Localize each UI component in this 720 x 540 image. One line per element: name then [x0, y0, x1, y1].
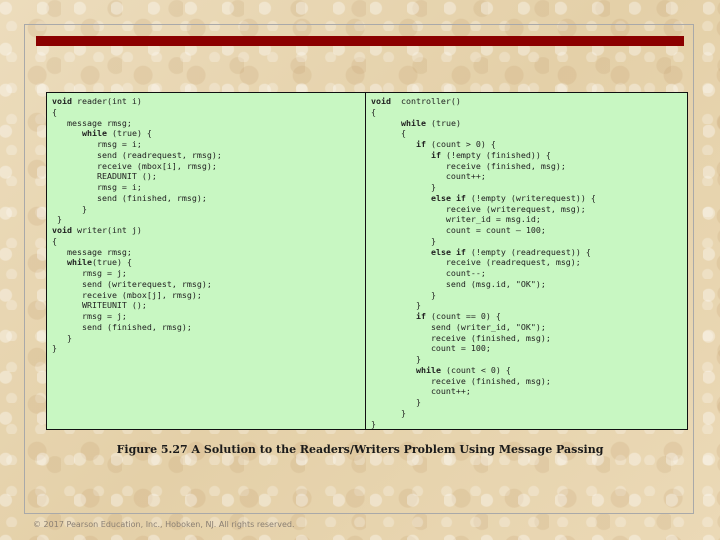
controller-code-line: }: [371, 300, 421, 311]
controller-code-line: if (!empty (finished)) {: [430, 149, 551, 160]
reader-writer-code-line: {: [52, 106, 57, 117]
controller-code: [366, 93, 686, 429]
reader-writer-code-line: }: [52, 343, 57, 354]
controller-code-line: count = 100;: [371, 343, 491, 354]
controller-code-line: }: [371, 407, 406, 418]
controller-code-line: }: [371, 397, 421, 407]
reader-writer-panel: [47, 93, 366, 429]
copyright-notice: © 2017 Pearson Education, Inc., Hoboken, NJ. All rights reserved.: [33, 520, 295, 529]
controller-code-line: send (msg.id, "OK");: [371, 278, 546, 289]
reader-writer-code: [47, 93, 365, 354]
controller-code-line: }: [371, 418, 376, 429]
reader-writer-code-line: message rmsg;: [52, 117, 132, 128]
reader-writer-code-line: READUNIT ();: [52, 171, 157, 182]
reader-writer-code-line: }: [52, 214, 62, 225]
code-figure: [46, 92, 688, 430]
reader-writer-code-line: receive (mbox[i], rmsg);: [52, 160, 217, 171]
reader-writer-code-line: rmsg = i;: [52, 139, 142, 149]
controller-code-line: }: [371, 235, 436, 246]
controller-code-line: receive (writerequest, msg);: [371, 203, 586, 214]
title-accent-bar: [36, 36, 684, 46]
reader-writer-code-line: message rmsg;: [52, 246, 132, 257]
figure-caption: Figure 5.27 A Solution to the Readers/Writers Problem Using Message Passing: [116, 443, 604, 456]
reader-writer-code-line: rmsg = j;: [52, 311, 127, 321]
controller-code-line: send (writer_id, "OK");: [371, 321, 546, 332]
reader-writer-code-line: }: [52, 332, 72, 343]
reader-writer-code-line: void writer(int j): [52, 225, 142, 235]
controller-code-line: receive (finished, msg);: [371, 160, 566, 171]
controller-code-line: {: [371, 106, 376, 117]
controller-code-line: else if (!empty (writerequest)) {: [430, 192, 596, 203]
reader-writer-code-line: receive (mbox[j], rmsg);: [52, 289, 202, 300]
reader-writer-code-line: send (writerequest, rmsg);: [52, 278, 212, 289]
controller-code-line: count++;: [371, 386, 471, 397]
reader-writer-code-line: send (readrequest, rmsg);: [52, 149, 222, 160]
controller-code-line: }: [371, 354, 421, 364]
controller-code-line: if (count == 0) {: [415, 311, 501, 321]
controller-code-line: if (count > 0) {: [415, 139, 496, 149]
reader-writer-code-line: rmsg = i;: [52, 182, 142, 192]
controller-code-line: while (count < 0) {: [415, 364, 511, 375]
controller-code-line: receive (finished, msg);: [371, 375, 551, 386]
controller-code-line: void controller(): [371, 96, 461, 106]
reader-writer-code-line: rmsg = j;: [52, 268, 127, 278]
reader-writer-code-line: while (true) {: [81, 128, 152, 139]
controller-code-line: else if (!empty (readrequest)) {: [430, 246, 591, 257]
reader-writer-code-line: {: [52, 235, 57, 246]
controller-panel: [366, 93, 686, 429]
reader-writer-code-line: }: [52, 203, 87, 214]
controller-code-line: count = count – 100;: [371, 225, 546, 235]
controller-code-line: count--;: [371, 268, 486, 278]
controller-code-line: receive (finished, msg);: [371, 332, 551, 343]
reader-writer-code-line: WRITEUNIT ();: [52, 300, 147, 311]
controller-code-line: while (true): [400, 117, 461, 128]
controller-code-line: }: [371, 182, 436, 192]
controller-code-line: writer_id = msg.id;: [371, 214, 541, 225]
controller-code-line: }: [371, 289, 436, 300]
reader-writer-code-line: send (finished, rmsg);: [52, 192, 207, 203]
reader-writer-code-line: send (finished, rmsg);: [52, 321, 192, 332]
reader-writer-code-line: void reader(int i): [52, 96, 142, 106]
controller-code-line: {: [371, 128, 406, 139]
controller-code-line: receive (readrequest, msg);: [371, 257, 581, 268]
reader-writer-code-line: while(true) {: [67, 257, 132, 268]
controller-code-line: count++;: [371, 171, 486, 182]
